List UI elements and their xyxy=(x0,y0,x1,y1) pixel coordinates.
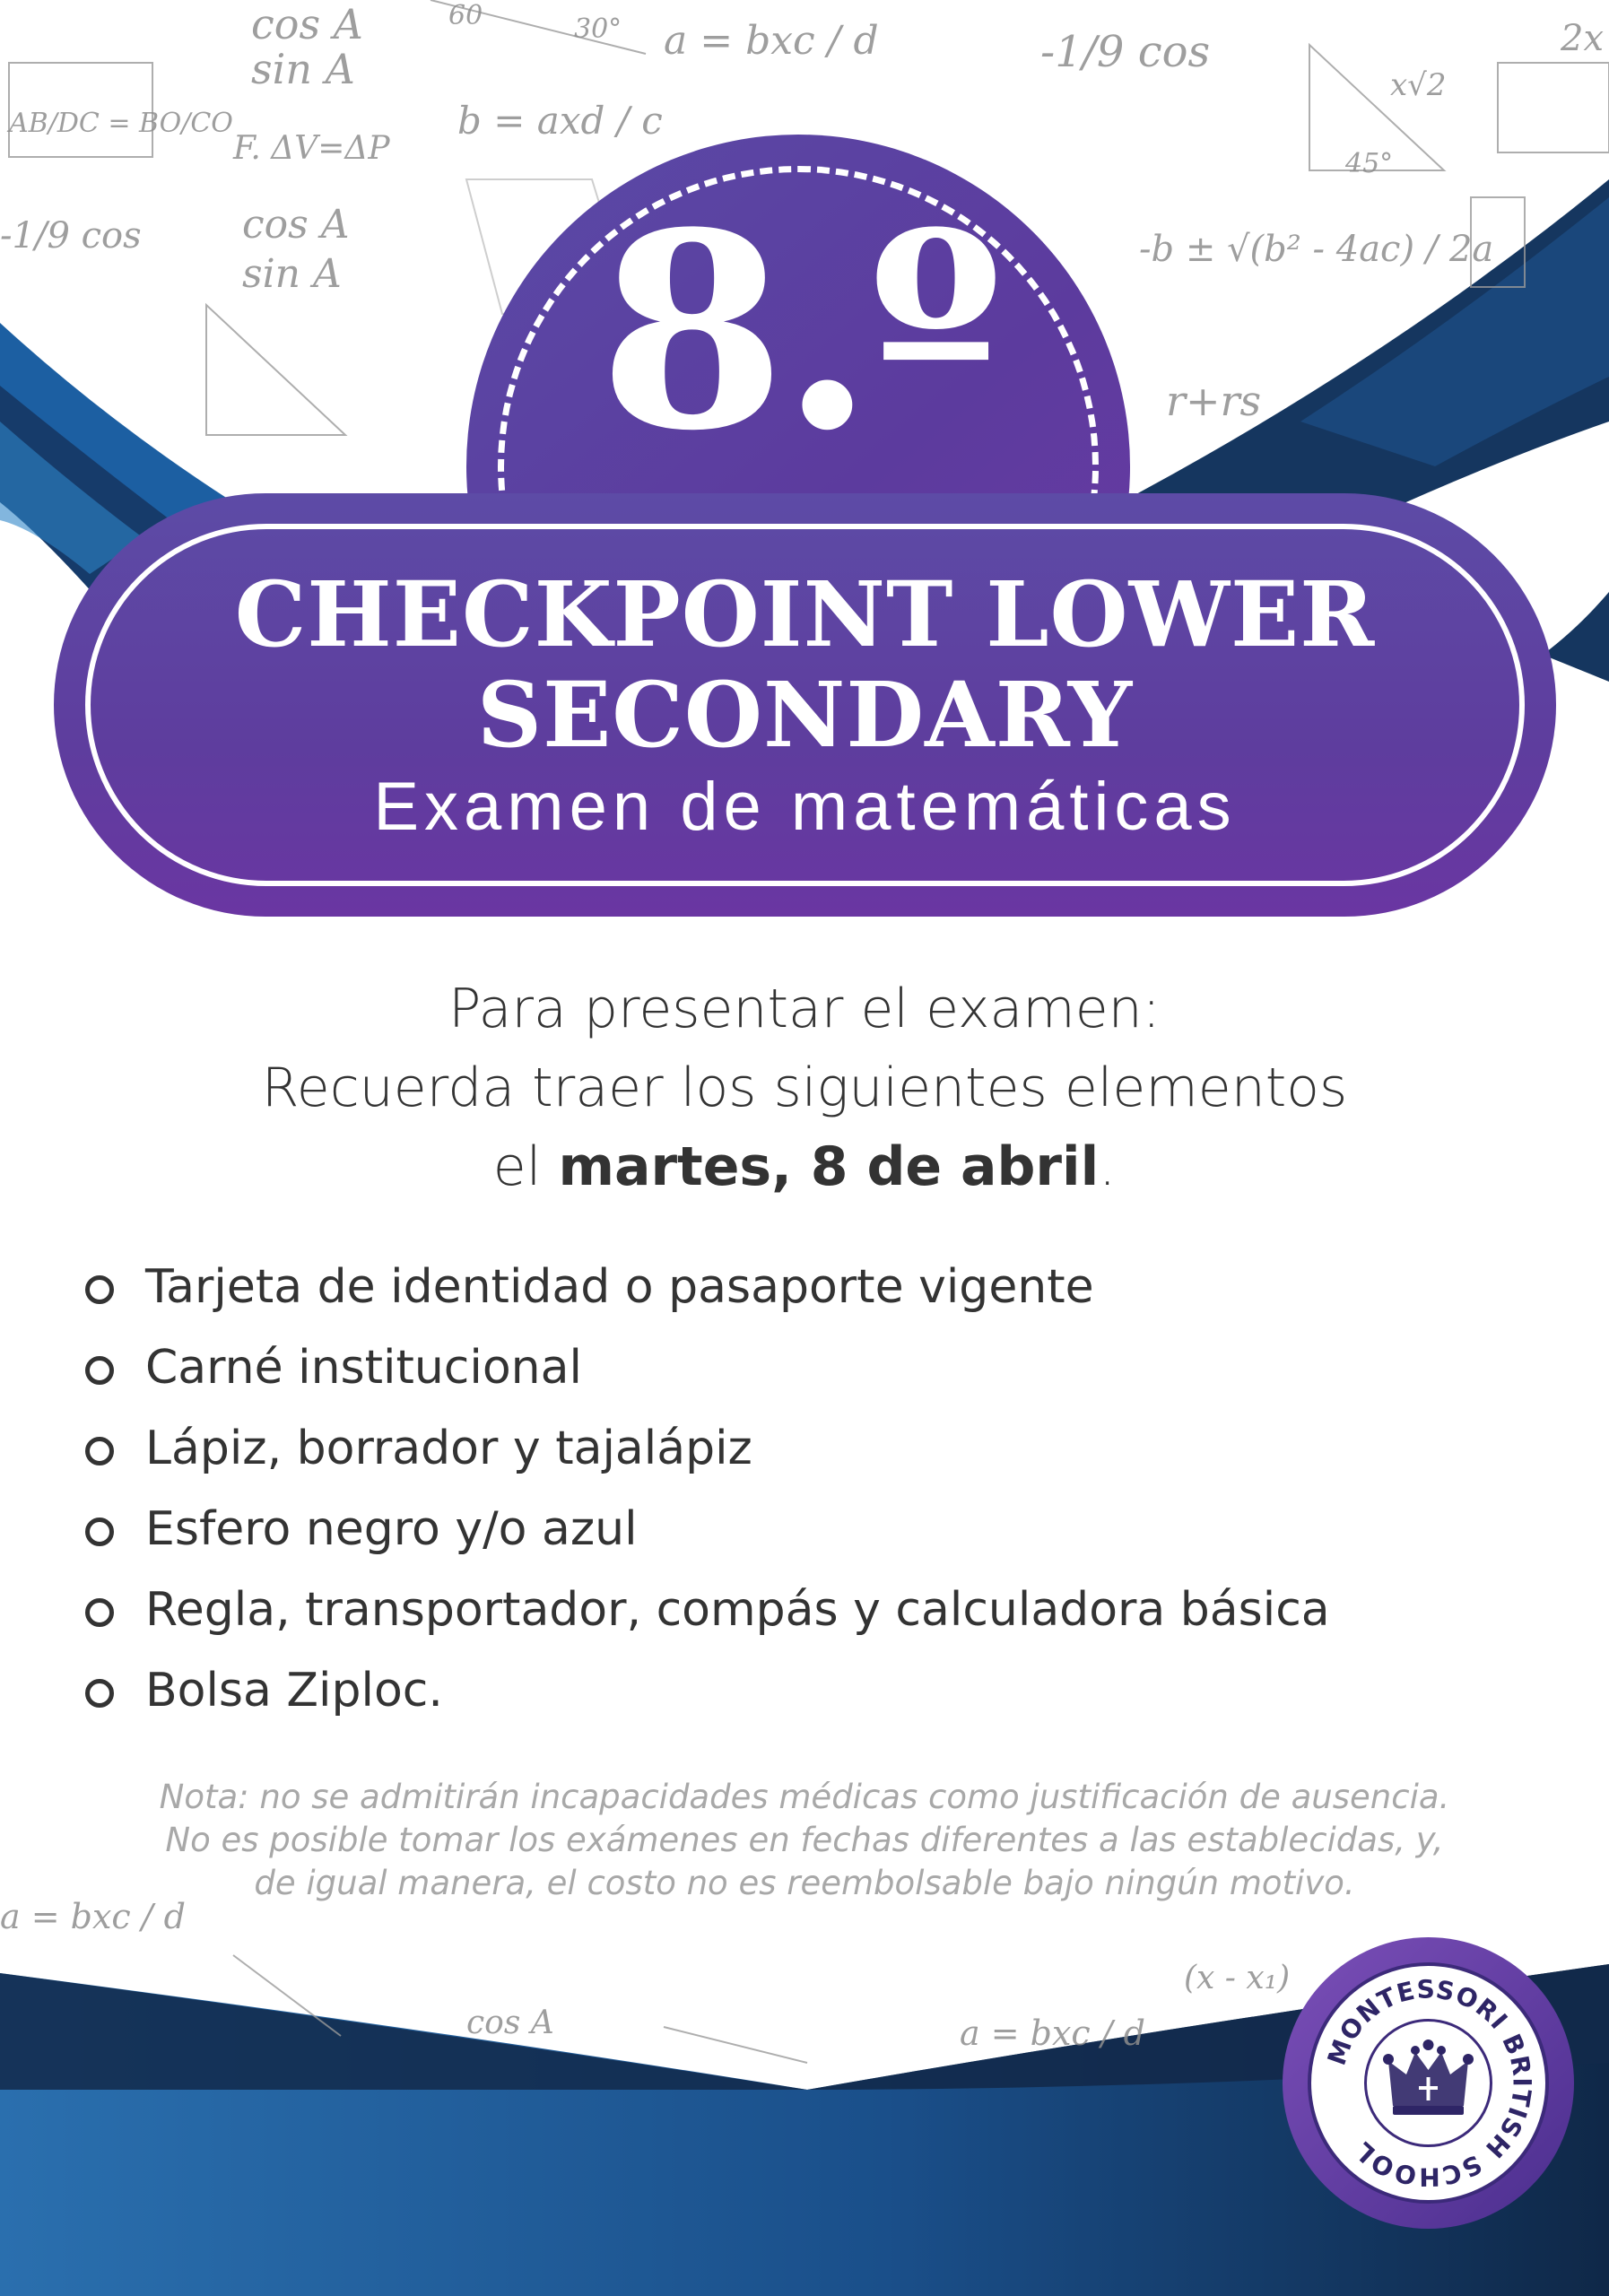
formula-scribble: F. ΔV=ΔP xyxy=(233,130,390,167)
intro-prefix: el xyxy=(492,1135,559,1198)
note-line-3: de igual manera, el costo no es reembolsable bajo ningún motivo. xyxy=(254,1864,1355,1902)
formula-scribble: cos A xyxy=(251,0,363,48)
item-label: Tarjeta de identidad o pasaporte vigente xyxy=(145,1260,1094,1314)
intro-line-1: Para presentar el examen: xyxy=(448,978,1161,1040)
formula-scribble: a = bxc / d xyxy=(664,18,879,64)
formula-scribble: sin A xyxy=(251,45,355,93)
list-item xyxy=(85,1570,1520,1650)
note-line-1: Nota: no se admitirán incapacidades médicas como justificación de ausencia. xyxy=(159,1778,1450,1816)
formula-scribble: -1/9 cos xyxy=(0,215,142,257)
formula-scribble: b = axd / c xyxy=(457,99,663,143)
title-line-2: SECONDARY xyxy=(476,662,1134,768)
item-label: Carné institucional xyxy=(145,1341,582,1395)
formula-scribble: -b ± √(b² - 4ac) / 2a xyxy=(1139,229,1494,270)
title-line-1: CHECKPOINT LOWER xyxy=(234,561,1376,667)
formula-scribble: x√2 xyxy=(1390,67,1447,103)
svg-text:MONTESSORI BRITISH SCHOOL: MONTESSORI BRITISH SCHOOL xyxy=(1321,1974,1537,2192)
item-label: Lápiz, borrador y tajalápiz xyxy=(145,1422,752,1475)
item-label: Esfero negro y/o azul xyxy=(145,1502,638,1556)
intro-suffix: . xyxy=(1099,1135,1117,1198)
list-item xyxy=(85,1327,1520,1408)
formula-scribble: 45° xyxy=(1345,148,1394,179)
formula-scribble: 2x xyxy=(1561,18,1605,59)
formula-scribble: r+rs xyxy=(1166,377,1262,425)
bullet-icon xyxy=(85,1437,114,1465)
required-items-list xyxy=(85,1247,1520,1731)
bullet-icon xyxy=(85,1598,114,1627)
list-item xyxy=(85,1650,1520,1731)
intro-line-2: Recuerda traer los siguientes elementos xyxy=(261,1057,1348,1119)
grade-label: 8.º xyxy=(598,173,998,490)
intro-line-3 xyxy=(0,1126,1609,1207)
formula-scribble: -1/9 cos xyxy=(1040,27,1211,77)
formula-scribble: 60 xyxy=(448,0,483,31)
exam-date: martes, 8 de abril xyxy=(558,1135,1100,1198)
exam-subtitle: Examen de matemáticas xyxy=(373,769,1237,845)
formula-scribble: cos A xyxy=(242,202,350,248)
formula-scribble: cos A xyxy=(466,2005,554,2041)
bullet-icon xyxy=(85,1518,114,1546)
list-item xyxy=(85,1247,1520,1327)
formula-scribble: (x - x₁) xyxy=(1184,1960,1291,1996)
formula-scribble: 30° xyxy=(574,13,622,45)
formula-scribble: AB/DC = BO/CO xyxy=(9,108,233,139)
bullet-icon xyxy=(85,1679,114,1708)
formula-scribble: sin A xyxy=(242,251,342,297)
crown-crest-icon xyxy=(1308,1962,1549,2204)
list-item xyxy=(85,1489,1520,1570)
formula-scribble: a = bxc / d xyxy=(0,1897,186,1936)
formula-scribble: a = bxc / d xyxy=(960,2013,1145,2053)
list-item xyxy=(85,1408,1520,1489)
item-label: Regla, transportador, compás y calculadora básica xyxy=(145,1583,1330,1637)
item-label: Bolsa Ziploc. xyxy=(145,1664,443,1718)
bullet-icon xyxy=(85,1356,114,1385)
bullet-icon xyxy=(85,1275,114,1304)
note-line-2: No es posible tomar los exámenes en fechas diferentes a las establecidas, y, xyxy=(165,1821,1444,1859)
